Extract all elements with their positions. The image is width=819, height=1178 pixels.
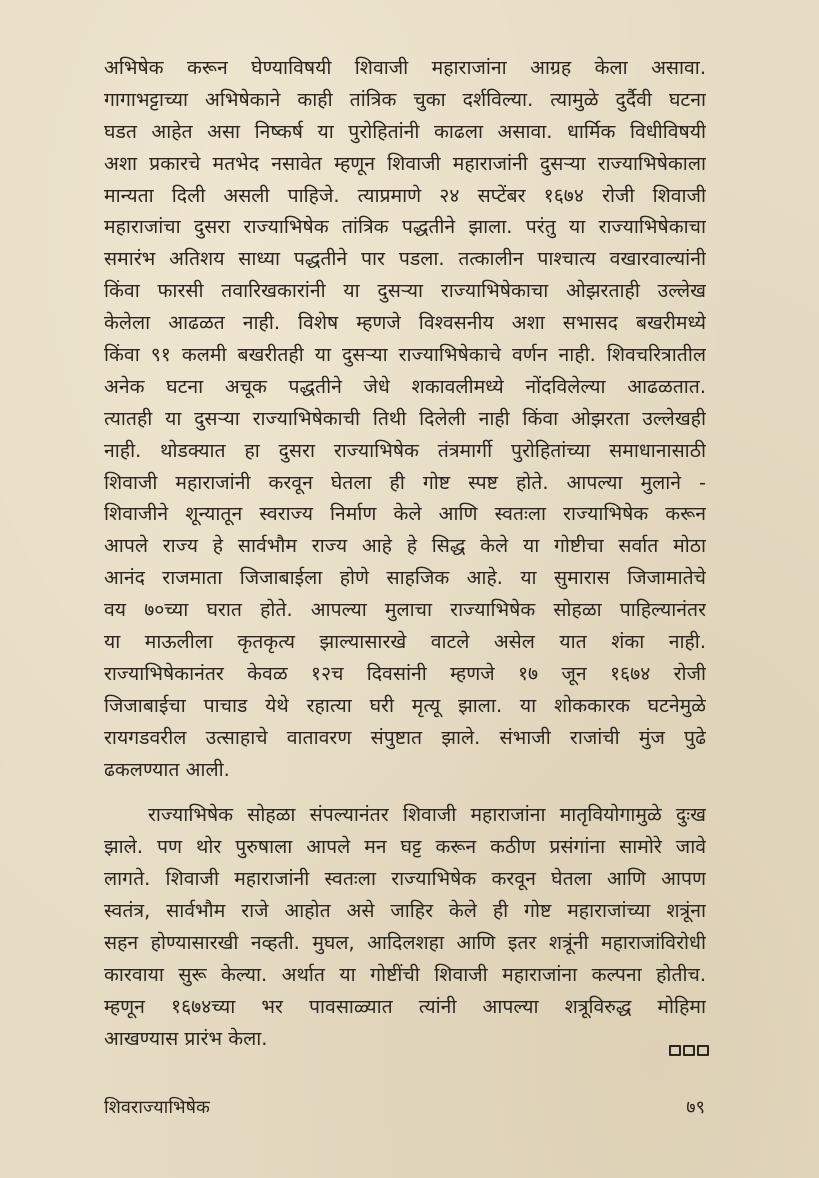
text-line: राज्याभिषेकानंतर केवळ १२च दिवसांनी म्हणजे १७ जून १६७४ रोजी	[104, 661, 706, 685]
end-square-icon	[669, 1045, 681, 1056]
text-line: राज्याभिषेक सोहळा संपल्यानंतर शिवाजी महाराजांना मातृवियोगामुळे दुःख	[148, 803, 706, 827]
text-line: त्यातही या दुसऱ्या राज्याभिषेकाची तिथी दिलेली नाही किंवा ओझरता उल्लेखही	[104, 406, 706, 430]
text-line: नाही. थोडक्यात हा दुसरा राज्याभिषेक तंत्रमार्गी पुरोहितांच्या समाधानासाठी	[104, 438, 706, 462]
text-line: किंवा ९१ कलमी बखरीतही या दुसऱ्या राज्याभिषेकाचे वर्णन नाही. शिवचरित्रातील	[104, 343, 706, 367]
text-line: महाराजांचा दुसरा राज्याभिषेक तांत्रिक पद्धतीने झाला. परंतु या राज्याभिषेकाचा	[104, 215, 706, 239]
paragraph-2	[104, 799, 706, 1054]
text-line: घडत आहेत असा निष्कर्ष या पुरोहितांनी काढला असावा. धार्मिक विधीविषयी	[104, 119, 706, 143]
text-line: म्हणून १६७४च्या भर पावसाळ्यात त्यांनी आपल्या शत्रूविरुद्ध मोहिमा	[104, 994, 706, 1018]
text-line: सहन होण्यासारखी नव्हती. मुघल, आदिलशहा आणि इतर शत्रूंनी महाराजांविरोधी	[104, 931, 706, 955]
paragraph-1	[104, 52, 706, 785]
text-line: समारंभ अतिशय साध्या पद्धतीने पार पडला. तत्कालीन पाश्चात्य वखारवाल्यांनी	[104, 247, 706, 271]
text-line: स्वतंत्र, सार्वभौम राजे आहोत असे जाहिर केले ही गोष्ट महाराजांच्या शत्रूंना	[104, 899, 706, 923]
text-line: आनंद राजमाता जिजाबाईला होणे साहजिक आहे. या सुमारास जिजामातेचे	[104, 566, 706, 590]
text-line: रायगडवरील उत्साहाचे वातावरण संपुष्टात झाले. संभाजी राजांची मुंज पुढे	[104, 725, 706, 749]
text-line: आखण्यास प्रारंभ केला.	[104, 1026, 268, 1050]
text-line: आपले राज्य हे सार्वभौम राज्य आहे हे सिद्ध केले या गोष्टीचा सर्वात मोठा	[104, 534, 706, 558]
text-line: शिवाजीने शून्यातून स्वराज्य निर्माण केले आणि स्वतःला राज्याभिषेक करून	[104, 502, 706, 526]
text-line: झाले. पण थोर पुरुषाला आपले मन घट्ट करून कठीण प्रसंगांना सामोरे जावे	[104, 835, 706, 859]
end-square-icon	[697, 1045, 709, 1056]
text-line: किंवा फारसी तवारिखकारांनी या दुसऱ्या राज्याभिषेकाचा ओझरताही उल्लेख	[104, 279, 706, 303]
end-square-icon	[683, 1045, 695, 1056]
text-line: शिवाजी महाराजांनी करवून घेतला ही गोष्ट स्पष्ट होते. आपल्या मुलाने -	[104, 470, 706, 494]
text-line: ढकलण्यात आली.	[104, 757, 230, 781]
text-line: केलेला आढळत नाही. विशेष म्हणजे विश्वसनीय अशा सभासद बखरीमध्ये	[104, 311, 706, 335]
text-line: या माऊलीला कृतकृत्य झाल्यासारखे वाटले असेल यात शंका नाही.	[104, 630, 706, 654]
footer-page-number: ७९	[686, 1097, 705, 1118]
text-line: गागाभट्टाच्या अभिषेकाने काही तांत्रिक चुका दर्शविल्या. त्यामुळे दुर्दैवी घटना	[104, 87, 706, 111]
text-line: जिजाबाईचा पाचाड येथे रहात्या घरी मृत्यू झाला. या शोककारक घटनेमुळे	[104, 693, 706, 717]
text-line: अनेक घटना अचूक पद्धतीने जेधे शकावलीमध्ये नोंदविलेल्या आढळतात.	[104, 374, 706, 398]
section-end-mark	[669, 1045, 709, 1056]
footer-book-title: शिवराज्याभिषेक	[104, 1097, 210, 1118]
text-line: वय ७०च्या घरात होते. आपल्या मुलाचा राज्याभिषेक सोहळा पाहिल्यानंतर	[104, 598, 706, 622]
text-line: अशा प्रकारचे मतभेद नसावेत म्हणून शिवाजी महाराजांनी दुसऱ्या राज्याभिषेकाला	[104, 151, 706, 175]
text-line: अभिषेक करून घेण्याविषयी शिवाजी महाराजांना आग्रह केला असावा.	[104, 56, 706, 79]
text-line: मान्यता दिली असली पाहिजे. त्याप्रमाणे २४ सप्टेंबर १६७४ रोजी शिवाजी	[104, 183, 706, 207]
body-text	[104, 52, 706, 1055]
text-line: कारवाया सुरू केल्या. अर्थात या गोष्टींची शिवाजी महाराजांना कल्पना होतीच.	[104, 962, 706, 986]
text-line: लागते. शिवाजी महाराजांनी स्वतःला राज्याभिषेक करवून घेतला आणि आपण	[104, 867, 706, 891]
